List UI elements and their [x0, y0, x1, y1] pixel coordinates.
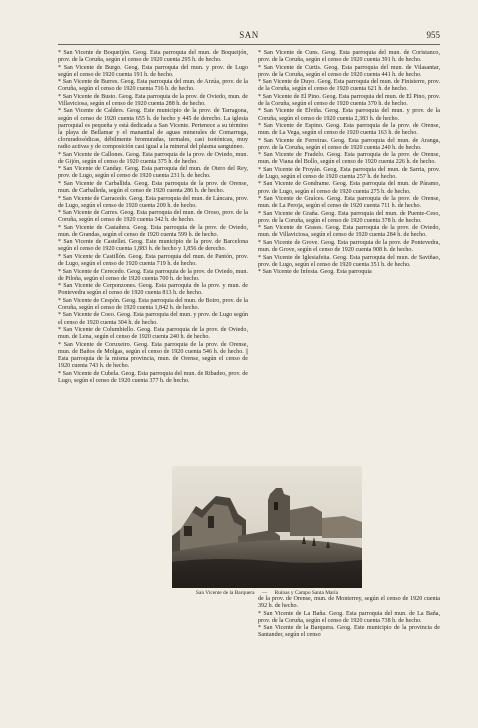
dictionary-entry: * San Vicente de Burres. Geog. Esta parroquia del mun. de Arzúa, prov. de la Coruña, según el censo de 1920 cuenta 716 h. de hecho. [58, 79, 248, 93]
barquera-photo [172, 466, 362, 588]
dictionary-entry: * San Vicente de Infesta. Geog. Esta parroquia [258, 269, 372, 276]
caption-separator: — [261, 590, 268, 596]
dictionary-entry: * San Vicente de Carres. Geog. Esta parroquia del mun. de Oroso, prov. de la Coruña, según el censo de 1920 cuenta 342 h. de hecho. [58, 210, 248, 224]
dictionary-entry: * San Vicente de Castañera. Geog. Esta parroquia de la prov. de Oviedo, mun. de Grandas, según el censo de 1920 cuenta 599 h. de hecho. [58, 224, 248, 238]
dictionary-entry: * San Vicente de Cespón. Geog. Esta parroquia del mun. de Boiro, prov. de la Coruña, según el censo de 1920 cuenta 1,842 h. de hecho. [58, 297, 248, 311]
dictionary-entry: * San Vicente de Calders. Geog. Este municipio de la prov. de Tarragona, según el censo de 1920 cuenta 655 h. de hecho y 445 de derecho. La iglesia parroquial es pequeña y está dedicada a San Vicente. Pertenece a su término la playa de Bellamar y el manantial de aguas minerales de Comarruga, cloruradosódicas, débilmente bromuradas, termales, casi isotónicas, muy radio activas y de composición casi igual a la mineral del plasma sanguíneo. [58, 108, 248, 151]
dictionary-entry: * San Vicente de Curtis. Geog. Esta parroquia del mun. de Vilasantar, prov. de la Coruña, según el censo de 1920 cuenta 441 h. de hecho. [258, 64, 440, 78]
dictionary-entry: * San Vicente de Burgo. Geog. Esta parroquia del mun. y prov. de Lugo según el censo de 1920 cuenta 191 h. de hecho. [58, 64, 248, 78]
dictionary-entry: * San Vicente de Grases. Geog. Esta parroquia de la prov. de Oviedo, mun. de Villaviciosa, según el censo de 1920 cuenta 284 h. de hecho. [258, 225, 440, 239]
dictionary-entry: * San Vicente de Coruxeiro. Geog. Esta parroquia de la prov. de Orense, mun. de Baños de Molgas, según el censo de 1920 cuenta 546 h. de hecho. || Esta parroquia de la misma provincia, mun. de Orense, según el censo de 1920 cuenta 743 h. de hecho. [58, 341, 248, 370]
caption-right: Ruinas y Campo Santa María [274, 590, 339, 596]
dictionary-entry: * San Vicente de Cuns. Geog. Esta parroquia del mun. de Coristanco, prov. de la Coruña, según el censo de 1920 cuenta 391 h. de hecho. [258, 50, 440, 64]
dictionary-entry: * San Vicente de Gondrame. Geog. Esta parroquia del mun. de Páramo, prov. de Lugo, según el censo de 1920 cuenta 275 h. de hecho. [258, 181, 440, 195]
left-column [58, 50, 248, 385]
dictionary-entry: * San Vicente de La Baña. Geog. Esta parroquia del mun. de La Baña, prov. de la Coruña, según el censo de 1920 cuenta 738 h. de hecho. [258, 610, 440, 624]
dictionary-entry: * San Vicente de Espino. Geog. Esta parroquia de la prov. de Orense, mun. de La Vega, según el censo de 1920 cuenta 163 h. de hecho. [258, 123, 440, 137]
dictionary-entry: * San Vicente de Columbiello. Geog. Esta parroquia de la prov. de Oviedo, mun. de Lena, según el censo de 1920 cuenta 240 h. de hecho. [58, 326, 248, 341]
dictionary-entry: * San Vicente de Busto. Geog. Esta parroquia de la prov. de Oviedo, mun. de Villaviciosa, según el censo de 1920 cuenta 288 h. de hecho. [58, 93, 248, 107]
page-header [58, 30, 440, 44]
right-column-top [258, 50, 440, 277]
dictionary-entry: * San Vicente de Carracedo. Geog. Esta parroquia del mun. de Láncara, prov. de Lugo, según el censo de 1920 cuenta 209 h. de hecho. [58, 195, 248, 209]
header-rule [58, 44, 440, 45]
dictionary-entry: * San Vicente de Cerponzones. Geog. Esta parroquia de la prov. y mun. de Pontevedra según el censo de 1920 cuenta 813 h. de hecho. [58, 283, 248, 297]
dictionary-entry: * San Vicente de Carballida. Geog. Esta parroquia de la prov. de Orense, mun. de Carballeda, según el censo de 1920 cuenta 286 h. de hecho. [58, 180, 248, 195]
dictionary-entry: * San Vicente de Graña. Geog. Esta parroquia del mun. de Puente-Ceso, prov. de la Coruña, según el censo de 1920 cuenta 378 h. de hecho. [258, 210, 440, 224]
dictionary-entry: * San Vicente de Elviña. Geog. Esta parroquia del mun. y prov. de la Coruña, según el censo de 1920 cuenta 2,383 h. de hecho. [258, 108, 440, 122]
running-head: SAN [239, 30, 259, 40]
dictionary-entry: * San Vicente de Duyo. Geog. Esta parroquia del mun. de Finisterre, prov. de la Coruña, según el censo de 1920 cuenta 621 h. de hecho. [258, 79, 440, 93]
dictionary-entry: * San Vicente de Graíces. Geog. Esta parroquia de la prov. de Orense, mun. de La Peroja, según el censo de 1920 cuenta 711 h. de hecho. [258, 196, 440, 210]
dictionary-entry: * San Vicente de Iglesiafeita. Geog. Esta parroquia del mun. de Saviñao, prov. de Lugo, según el censo de 1920 cuenta 351 h. de hecho. [258, 254, 440, 268]
dictionary-entry: * San Vicente de Boqueijón. Geog. Esta parroquia del mun. de Boqueijón, prov. de la Coruña, según el censo de 1920 cuenta 295 h. de hecho. [58, 50, 248, 64]
dictionary-entry: * San Vicente de Grove. Geog. Esta parroquia de la prov. de Pontevedra, mun. de Grove, según el censo de 1920 cuenta 908 h. de hecho. [258, 239, 440, 254]
dictionary-entry: * San Vicente de Coeo. Geog. Esta parroquia del mun. y prov. de Lugo según el censo de 1920 cuenta 304 h. de hecho. [58, 312, 248, 326]
right-column-bottom [258, 596, 440, 640]
dictionary-entry: * San Vicente de Ferreiras. Geog. Esta parroquia del mun. de Aranga, prov. de la Coruña, según el censo de 1920 cuenta 240 h. de hecho. [258, 137, 440, 151]
dictionary-entry: de la prov. de Orense, mun. de Monterrey, según el censo de 1920 cuenta 392 h. de hecho. [258, 596, 440, 610]
dictionary-entry: * San Vicente de Callones. Geog. Esta parroquia de la prov. de Oviedo, mun. de Gijón, según el censo de 1920 cuenta 375 h. de hecho. [58, 151, 248, 165]
dictionary-entry: * San Vicente de Cubela. Geog. Esta parroquia del mun. de Ribadeo, prov. de Lugo, según el censo de 1920 cuenta 377 h. de hecho. [58, 370, 248, 384]
dictionary-entry: * San Vicente de Cerecedo. Geog. Esta parroquia de la prov. de Oviedo, mun. de Piloña, según el censo de 1920 cuenta 700 h. de hecho. [58, 268, 248, 282]
dictionary-entry: * San Vicente de Froyán. Geog. Esta parroquia del mun. de Sarria, prov. de Lugo, según el censo de 1920 cuenta 257 h. de hecho. [258, 166, 440, 181]
dictionary-entry: * San Vicente de Castillón. Geog. Esta parroquia del mun. de Pantón, prov. de Lugo, según el censo de 1920 cuenta 719 h. de hecho. [58, 253, 248, 268]
dictionary-entry: * San Vicente de Fradelo. Geog. Esta parroquia de la prov. de Orense, mun. de Viana del Bollo, según el censo de 1920 cuenta 226 h. de hecho. [258, 152, 440, 166]
caption-left: San Vicente de la Barquera [195, 590, 255, 596]
page-number: 955 [426, 30, 440, 40]
dictionary-entry: * San Vicente de El Pino. Geog. Esta parroquia del mun. de El Pino, prov. de la Coruña, según el censo de 1920 cuenta 370 h. de hecho. [258, 93, 440, 107]
dictionary-entry: * San Vicente de Castellet. Geog. Este municipio de la prov. de Barcelona según el censo de 1920 cuenta 1,883 h. de hecho y 1,856 de derecho. [58, 239, 248, 253]
dictionary-entry: * San Vicente de la Barquera. Geog. Este municipio de la provincia de Santander, según el censo [258, 625, 440, 639]
dictionary-entry: * San Vicente de Canday. Geog. Esta parroquia del mun. de Otero del Rey, prov. de Lugo, según el censo de 1920 cuenta 231 h. de hecho. [58, 166, 248, 180]
